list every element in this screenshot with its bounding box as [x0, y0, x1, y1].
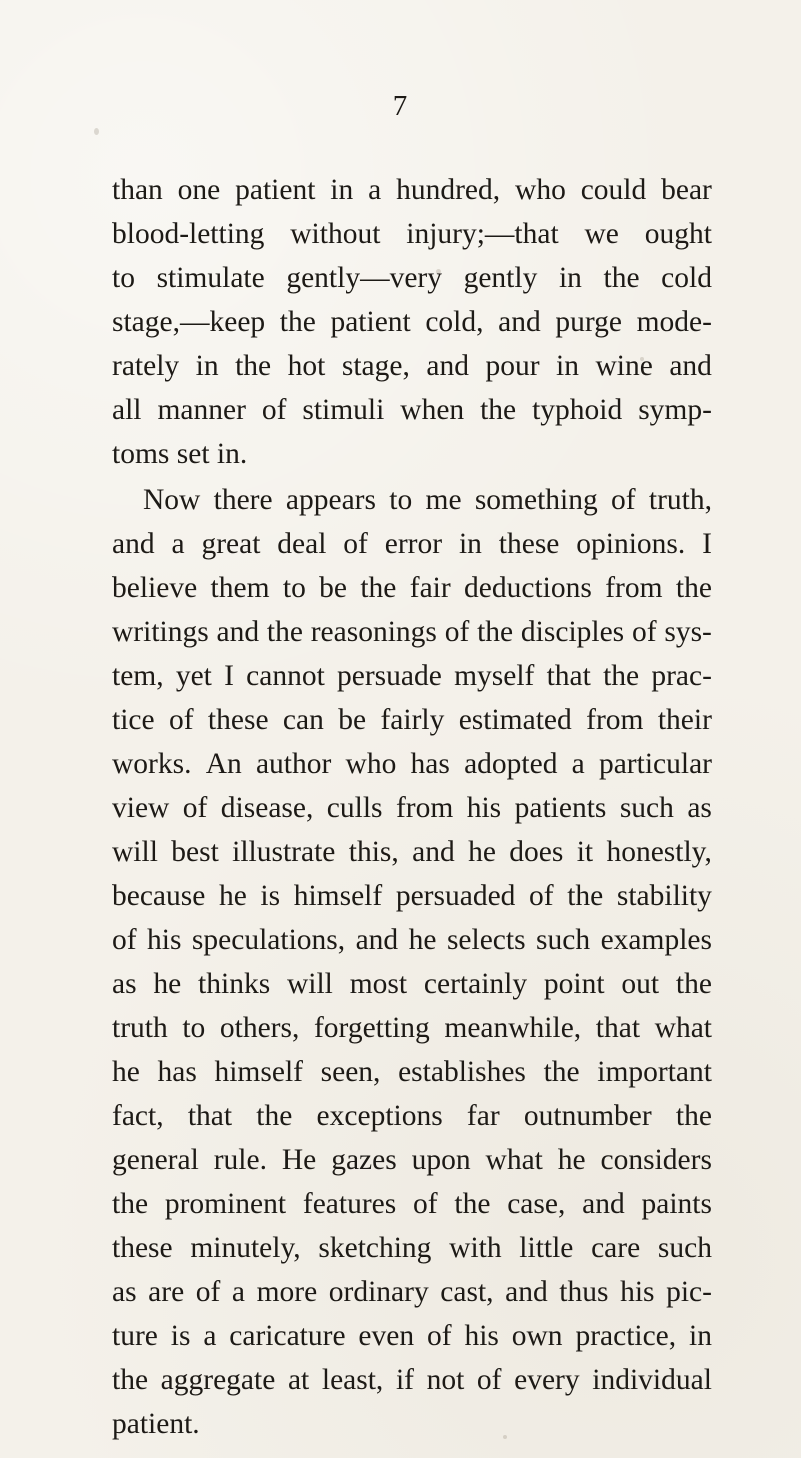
text-line: toms set in. — [112, 438, 248, 470]
text-line: truth to others, forgetting meanwhile, that what — [112, 1012, 712, 1044]
text-line: to stimulate gently—very gently in the cold — [112, 262, 712, 294]
text-line: and a great deal of error in these opinions. I — [112, 528, 712, 560]
text-line: rately in the hot stage, and pour in wine and — [112, 350, 712, 382]
text-line: patient. — [112, 1408, 200, 1440]
text-line: blood-letting without injury;—that we ought — [112, 218, 712, 250]
text-line: as are of a more ordinary cast, and thus his pic- — [112, 1276, 712, 1308]
text-line: these minutely, sketching with little care such — [112, 1232, 712, 1264]
text-line: of his speculations, and he selects such examples — [112, 924, 712, 956]
text-line: tem, yet I cannot persuade myself that the prac- — [112, 660, 712, 692]
text-line: believe them to be the fair deductions from the — [112, 572, 712, 604]
text-line: view of disease, culls from his patients such as — [112, 792, 712, 824]
text-line: stage,—keep the patient cold, and purge mode- — [112, 306, 712, 338]
text-line: general rule. He gazes upon what he considers — [112, 1144, 712, 1176]
text-line: writings and the reasonings of the disciples of sys- — [112, 616, 712, 648]
text-line: he has himself seen, establishes the important — [112, 1056, 712, 1088]
page-number: 7 — [392, 90, 409, 122]
text-line: all manner of stimuli when the typhoid symp- — [112, 394, 712, 426]
text-line: works. An author who has adopted a particular — [112, 748, 712, 780]
text-line: Now there appears to me something of truth, — [143, 484, 712, 516]
text-line: tice of these can be fairly estimated from their — [112, 704, 712, 736]
text-line: the aggregate at least, if not of every individual — [112, 1364, 712, 1396]
text-line: will best illustrate this, and he does it honestly, — [112, 836, 712, 868]
text-line: as he thinks will most certainly point out the — [112, 968, 712, 1000]
paper-speck — [94, 128, 99, 135]
text-line: the prominent features of the case, and paints — [112, 1188, 712, 1220]
text-line: fact, that the exceptions far outnumber the — [112, 1100, 712, 1132]
text-line: than one patient in a hundred, who could bear — [112, 174, 712, 206]
text-line: because he is himself persuaded of the stability — [112, 880, 712, 912]
text-line: ture is a caricature even of his own practice, in — [112, 1320, 712, 1352]
